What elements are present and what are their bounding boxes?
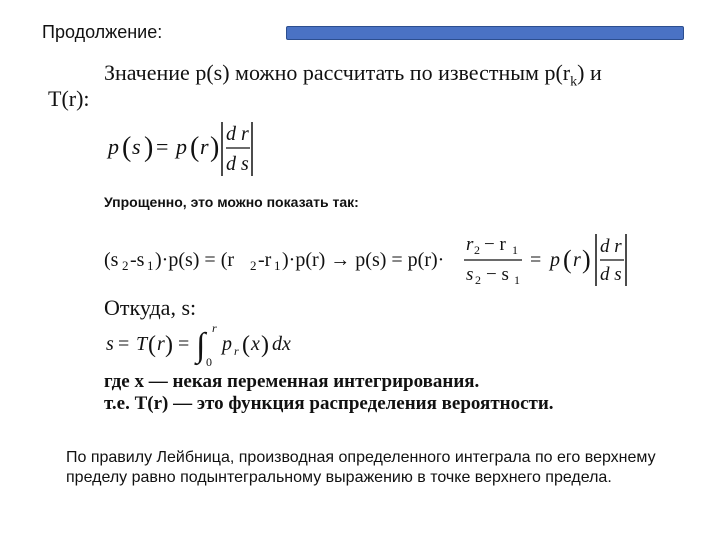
intro-text: Значение p(s) можно рассчитать по известным p(r	[104, 60, 571, 85]
svg-text:∫: ∫	[196, 327, 206, 364]
svg-text:=: =	[178, 333, 190, 355]
svg-text:p: p	[222, 333, 232, 355]
svg-text:(: (	[190, 132, 200, 163]
svg-text:2: 2	[474, 243, 480, 257]
svg-text:(s: (s	[104, 249, 119, 271]
svg-text:2: 2	[250, 258, 257, 273]
simplified-heading: Упрощенно, это можно показать так:	[104, 194, 359, 210]
svg-text:1: 1	[147, 258, 154, 273]
svg-text:0: 0	[206, 355, 212, 368]
svg-text:=: =	[118, 333, 130, 355]
svg-text:r: r	[573, 249, 581, 271]
svg-text:1: 1	[514, 273, 520, 287]
slide-title: Продолжение:	[42, 22, 163, 42]
svg-text:)·p(r) → p(s) = p(r)·: )·p(r) → p(s) = p(r)·	[282, 249, 445, 271]
svg-text:dx: dx	[272, 333, 291, 355]
svg-text:p: p	[550, 249, 560, 271]
svg-text:d s: d s	[226, 153, 249, 175]
svg-text:r: r	[234, 344, 239, 358]
svg-text:2: 2	[475, 273, 481, 287]
svg-text:p: p	[176, 134, 187, 159]
svg-text:): )	[144, 132, 154, 163]
where-line-1: где x — некая переменная интегрирования.	[104, 371, 480, 392]
svg-text:d r: d r	[600, 236, 622, 257]
svg-text:2: 2	[122, 258, 129, 273]
svg-text:r: r	[466, 234, 474, 255]
svg-text:(: (	[242, 332, 250, 358]
svg-text:=: =	[530, 249, 542, 271]
formula-integral	[100, 320, 340, 368]
svg-text:=: =	[156, 134, 169, 159]
svg-text:r: r	[157, 333, 165, 355]
svg-text:(: (	[563, 245, 572, 274]
svg-text:(: (	[122, 132, 132, 163]
svg-text:− s: − s	[486, 264, 509, 285]
svg-text:): )	[165, 332, 173, 358]
svg-text:T: T	[136, 333, 148, 355]
svg-text:x: x	[251, 333, 260, 355]
where-line-2: т.е. T(r) — это функция распределения вероятности.	[104, 393, 554, 414]
leibniz-note: По правилу Лейбница, производная определенного интеграла по его верхнему пределу равно подынтегральному выражению в точке верхнего предела.	[66, 449, 656, 486]
intro-tail: ) и	[577, 60, 602, 85]
svg-text:-s: -s	[130, 249, 145, 271]
svg-text:d r: d r	[226, 123, 249, 145]
svg-text:r: r	[212, 321, 217, 335]
svg-text:): )	[261, 332, 269, 358]
svg-text:s: s	[132, 134, 141, 159]
svg-text:)·p(s) = (r: )·p(s) = (r	[155, 249, 235, 271]
svg-text:d s: d s	[600, 264, 622, 285]
svg-text:-r: -r	[258, 249, 272, 271]
intro-line-continued: T(r):	[48, 86, 90, 111]
svg-text:s: s	[466, 264, 474, 285]
svg-text:1: 1	[512, 243, 518, 257]
svg-text:p: p	[108, 134, 119, 159]
svg-text:s: s	[106, 333, 114, 355]
svg-text:− r: − r	[484, 234, 506, 255]
from-label: Откуда, s:	[104, 295, 197, 320]
svg-text:r: r	[200, 134, 209, 159]
intro-line	[104, 60, 602, 90]
header-bar-decoration	[286, 26, 684, 40]
svg-text:): )	[210, 132, 220, 163]
formula-density-transform	[100, 118, 300, 180]
svg-text:1: 1	[274, 258, 281, 273]
svg-text:): )	[582, 245, 591, 274]
svg-text:(: (	[148, 332, 156, 358]
formula-simplified	[100, 230, 660, 288]
intro-subscript: k	[570, 74, 578, 90]
